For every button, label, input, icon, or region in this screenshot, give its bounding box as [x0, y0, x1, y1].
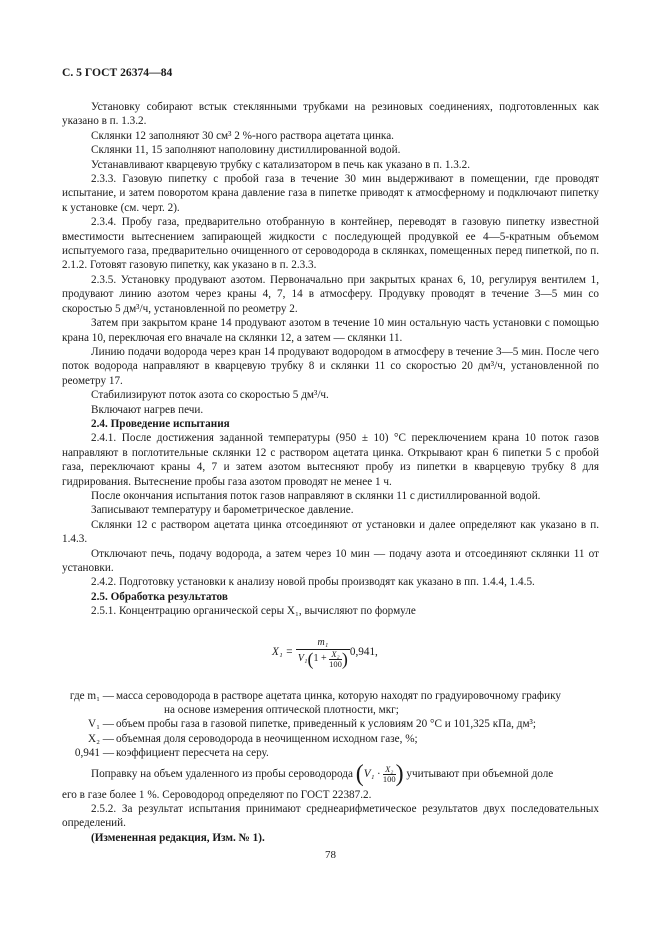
- paragraph: Затем при закрытом кране 14 продувают азотом в течение 10 мин остальную часть установки с помощью крана 10, переключая его вначале на склянки 12, а затем — склянки 11.: [62, 317, 599, 344]
- paragraph: Отключают печь, подачу водорода, а затем через 10 мин — подачу азота и отсоединяют склянки 11 от установки.: [62, 547, 599, 574]
- correction-den: 100: [382, 773, 396, 784]
- paragraph: Включают нагрев печи.: [91, 403, 204, 416]
- definition-text: коэффициент пересчета на серу.: [116, 747, 269, 760]
- page-header: С. 5 ГОСТ 26374—84: [62, 66, 173, 79]
- definition-key: V₁ —: [88, 718, 114, 731]
- section-heading: 2.4. Проведение испытания: [91, 417, 230, 430]
- definition-row: [62, 689, 599, 718]
- variable-definitions: [62, 689, 599, 761]
- section-heading: 2.5. Обработка результатов: [91, 590, 228, 603]
- paragraph: его в газе более 1 %. Сероводород определяют по ГОСТ 22387.2.: [62, 788, 372, 801]
- definition-text: объемная доля сероводорода в неочищенном исходном газе, %;: [116, 732, 418, 745]
- definition-key: 0,941 —: [74, 747, 114, 760]
- paragraph: Линию подачи водорода через кран 14 продувают водородом в атмосферу в течение 3—5 мин. После чего поток водорода направляют в кварцевую трубку 8 и склянки 11 со скоростью 20 дм³/ч, установленной по реометру 17.: [62, 345, 599, 387]
- formula-inner-num: X₂: [331, 648, 340, 659]
- paragraph: 2.3.5. Установку продувают азотом. Первоначально при закрытых кранах 6, 10, регулируя вентилем 1, продувают линию азотом через краны 4, 7, 14 в атмосферу. Продувку проводят в течение 3—5 мин со скоростью 5 дм³/ч, установленной по реометру 2.: [62, 273, 599, 315]
- definition-key: где m₁ —: [69, 689, 114, 702]
- definition-row: [62, 717, 599, 731]
- definition-row: [62, 732, 599, 746]
- definition-continuation: на основе измерения оптической плотности, мкг;: [164, 704, 399, 717]
- formula-inner-den: 100: [329, 658, 342, 669]
- paragraph: 2.4.2. Подготовку установки к анализу новой пробы производят как указано в пп. 1.4.4, 1.4.5.: [91, 576, 535, 589]
- paragraph: 2.3.4. Пробу газа, предварительно отобранную в контейнер, переводят в газовую пипетку известной вместимости вытеснением запирающей жидкости с последующей продувкой ее 4—5-кратным объемом испытуемого газа, предварительно очищенного от сероводорода в склянках, помещенных перед пипеткой, по п. 2.1.2. Готовят газовую пипетку, как указано в п. 2.3.3.: [62, 216, 599, 272]
- paragraph: Склянки 12 заполняют 30 см³ 2 %-ного раствора ацетата цинка.: [91, 129, 394, 142]
- paragraph: Устанавливают кварцевую трубку с катализатором в печь как указано в п. 1.3.2.: [91, 158, 470, 171]
- paragraph: 2.5.1. Концентрацию органической серы X₁, вычисляют по формуле: [91, 605, 416, 618]
- formula-lhs: X₁ =: [272, 646, 294, 659]
- correction-text-after: учитывают при объемной доле: [406, 767, 554, 780]
- paragraph: Стабилизируют поток азота со скоростью 5 дм³/ч.: [91, 389, 329, 402]
- correction-v: V₁ ·: [363, 767, 381, 780]
- correction-num: X₂: [385, 763, 394, 774]
- document-body: [62, 100, 599, 845]
- formula-coefficient: 0,941,: [349, 646, 378, 659]
- formula-denominator-v: V₁: [297, 653, 308, 665]
- definition-row: [62, 746, 599, 760]
- paragraph: Установку собирают встык стеклянными трубками на резиновых соединениях, подготовленных как указано в п. 1.3.2.: [62, 101, 599, 128]
- correction-text: Поправку на объем удаленного из пробы сероводорода: [91, 767, 353, 780]
- paragraph: После окончания испытания поток газов направляют в склянки 11 с дистиллированной водой.: [91, 489, 541, 502]
- amendment-note: (Измененная редакция, Изм. № 1).: [91, 831, 265, 844]
- formula-one-plus: 1 +: [313, 653, 327, 665]
- definition-text: объем пробы газа в газовой пипетке, приведенный к условиям 20 °С и 101,325 кПа, дм³;: [116, 718, 537, 731]
- page-number: 78: [325, 849, 336, 861]
- paragraph: Склянки 11, 15 заполняют наполовину дистиллированной водой.: [91, 144, 401, 157]
- paragraph: Склянки 12 с раствором ацетата цинка отсоединяют от установки и далее определяют как указано в п. 1.4.3.: [62, 518, 599, 546]
- paragraph: 2.5.2. За результат испытания принимают среднеарифметическое результатов двух последовательных определений.: [62, 803, 599, 830]
- definition-text: масса сероводорода в растворе ацетата цинка, которую находят по градуировочному графику: [116, 689, 561, 702]
- paragraph: 2.3.3. Газовую пипетку с пробой газа в течение 30 мин выдерживают в помещении, где проводят испытание, и затем поворотом крана давление газа в пипетке приводят к атмосферному и подключают пипетку к установке (см. черт. 2).: [62, 173, 599, 214]
- formula-fraction: m₁ V₁ ( 1 + $\frac{\text{X₂}}{100}$ ): [297, 636, 348, 670]
- formula-numerator: m₁: [317, 636, 329, 648]
- formula-inner-fraction: [329, 650, 342, 669]
- formula: [62, 627, 599, 679]
- paragraph: Записывают температуру и барометрическое давление.: [91, 504, 354, 517]
- correction-fraction: [383, 765, 396, 784]
- correction-line: Поправку на объем удаленного из пробы сероводорода ( V₁ · $\frac{\text{X₂}}{100}$ ) учитывают при объемной доле: [91, 761, 554, 788]
- definition-key: X₂ —: [88, 732, 114, 745]
- paragraph: 2.4.1. После достижения заданной температуры (950 ± 10) °С переключением крана 10 поток газов направляют в поглотительные склянки 12 с раствором ацетата цинка. Открывают кран 6 пипетки 5 с пробой газа, переключают краны 4, 7 и затем азотом вытесняют пробу из пипетки в кварцевую трубку 8 для гидрирования. Вытеснение пробы газа азотом проводят не менее 1 ч.: [62, 432, 599, 488]
